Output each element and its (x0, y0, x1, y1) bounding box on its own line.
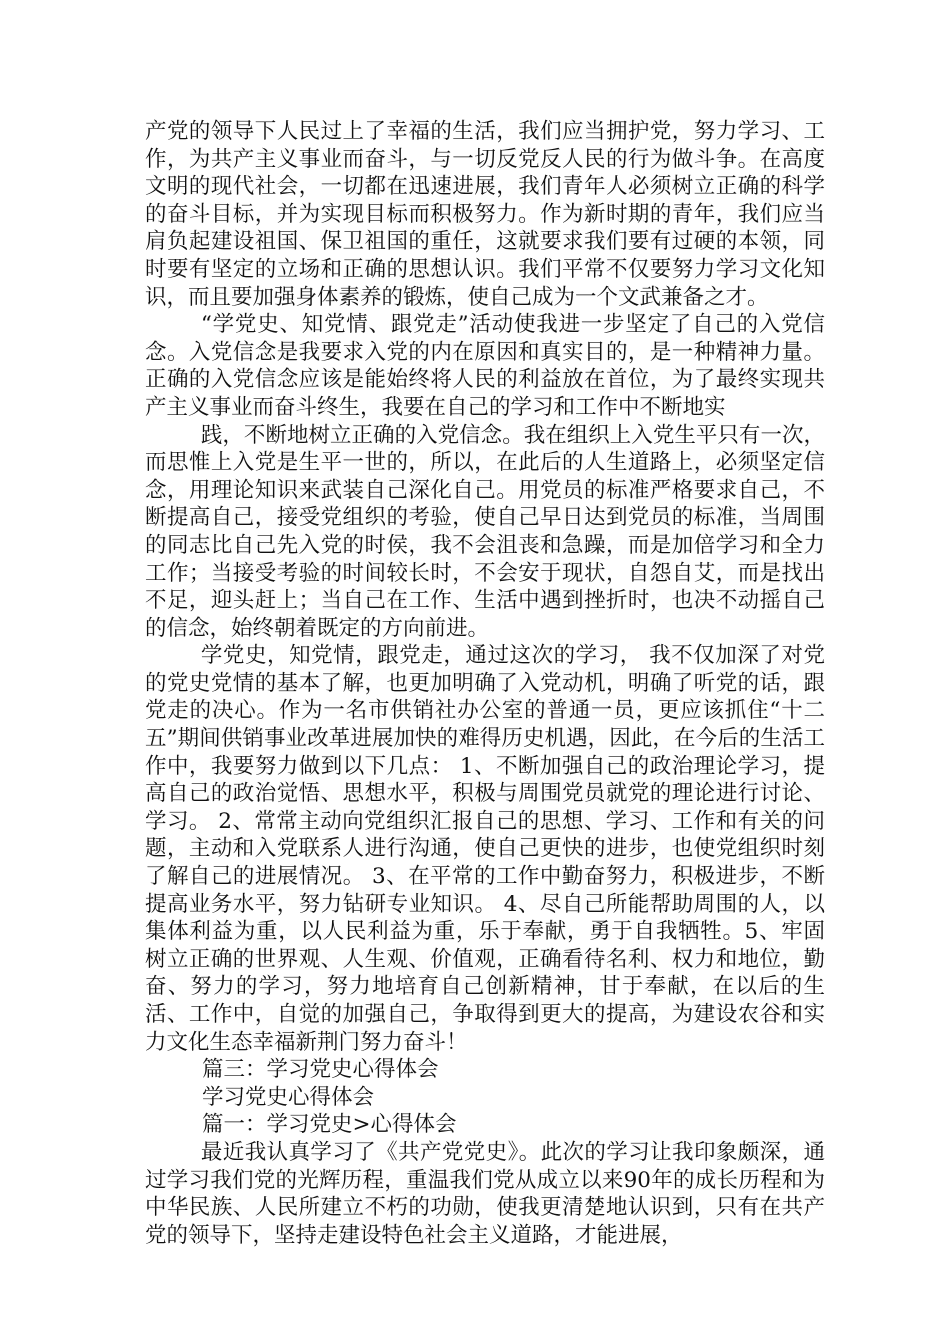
section-heading-part-one: 篇一：学习党史>心得体会 (202, 1112, 457, 1138)
body-paragraph-2: “学党史、知党情、跟党走”活动使我进一步坚定了自己的入党信念。入党信念是我要求入党的内在原因和真实目的，是一种精神力量。正确的入党信念应该是能始终将人民的利益放在首位，为了最终实现共产主义事业而奋斗终生，我要在自己的学习和工作中不断地实 (145, 312, 825, 420)
body-paragraph-4: 学党史，知党情，跟党走，通过这次的学习， 我不仅加深了对党的党史党情的基本了解，也更加明确了入党动机，明确了听党的话，跟党走的决心。作为一名市供销社办公室的普通一员，更应该抓住“十二五”期间供销事业改革进展加快的难得历史机遇，因此，在今后的生活工作中，我要努力做到以下几点： 1、不断加强自己的政治理论学习，提高自己的政治觉悟、思想水平，积极与周围党员就党的理论进行讨论、学习。 2、常常主动向党组织汇报自己的思想、学习、工作和有关的问题，主动和入党联系人进行沟通，使自己更快的进步，也使党组织时刻了解自己的进展情况。 3、在平常的工作中勤奋努力，积极进步，不断提高业务水平，努力钻研专业知识。 4、尽自己所能帮助周围的人，以集体利益为重，以人民利益为重，乐于奉献，勇于自我牺牲。5、牢固树立正确的世界观、人生观、价值观，正确看待名利、权力和地位，勤奋、努力的学习，努力地培育自己创新精神，甘于奉献，在以后的生活、工作中，自觉的加强自己，争取得到更大的提高，为建设农谷和实力文化生态幸福新荆门努力奋斗！ (145, 643, 825, 1055)
section-heading-part-three: 篇三：学习党史心得体会 (202, 1057, 439, 1083)
section-title: 学习党史心得体会 (202, 1084, 375, 1110)
body-paragraph-5: 最近我认真学习了《共产党党史》。此次的学习让我印象颇深，通过学习我们党的光辉历程，重温我们党从成立以来90年的成长历程和为中华民族、人民所建立不朽的功勋，使我更清楚地认识到，只有在共产党的领导下，坚持走建设特色社会主义道路，才能进展， (145, 1139, 825, 1248)
document-page (145, 118, 825, 1249)
body-paragraph-3: 践，不断地树立正确的入党信念。我在组织上入党生平只有一次，而思惟上入党是生平一世的，所以，在此后的人生道路上，必须坚定信念，用理论知识来武装自己深化自己。用党员的标准严格要求自己，不断提高自己，接受党组织的考验，使自己早日达到党员的标准，当周围的同志比自己先入党的时侯，我不会沮丧和急躁，而是加倍学习和全力工作；当接受考验的时间较长时，不会安于现状，自怨自艾，而是找出不足，迎头赶上；当自己在工作、生活中遇到挫折时，也决不动摇自己的信念，始终朝着既定的方向前进。 (145, 422, 825, 641)
body-paragraph-1: 产党的领导下人民过上了幸福的生活，我们应当拥护党，努力学习、工作，为共产主义事业而奋斗，与一切反党反人民的行为做斗争。在高度文明的现代社会，一切都在迅速进展，我们青年人必须树立正确的科学的奋斗目标，并为实现目标而积极努力。作为新时期的青年，我们应当肩负起建设祖国、保卫祖国的重任，这就要求我们要有过硬的本领，同时要有坚定的立场和正确的思想认识。我们平常不仅要努力学习文化知识，而且要加强身体素养的锻炼，使自己成为一个文武兼备之才。 (145, 119, 825, 310)
